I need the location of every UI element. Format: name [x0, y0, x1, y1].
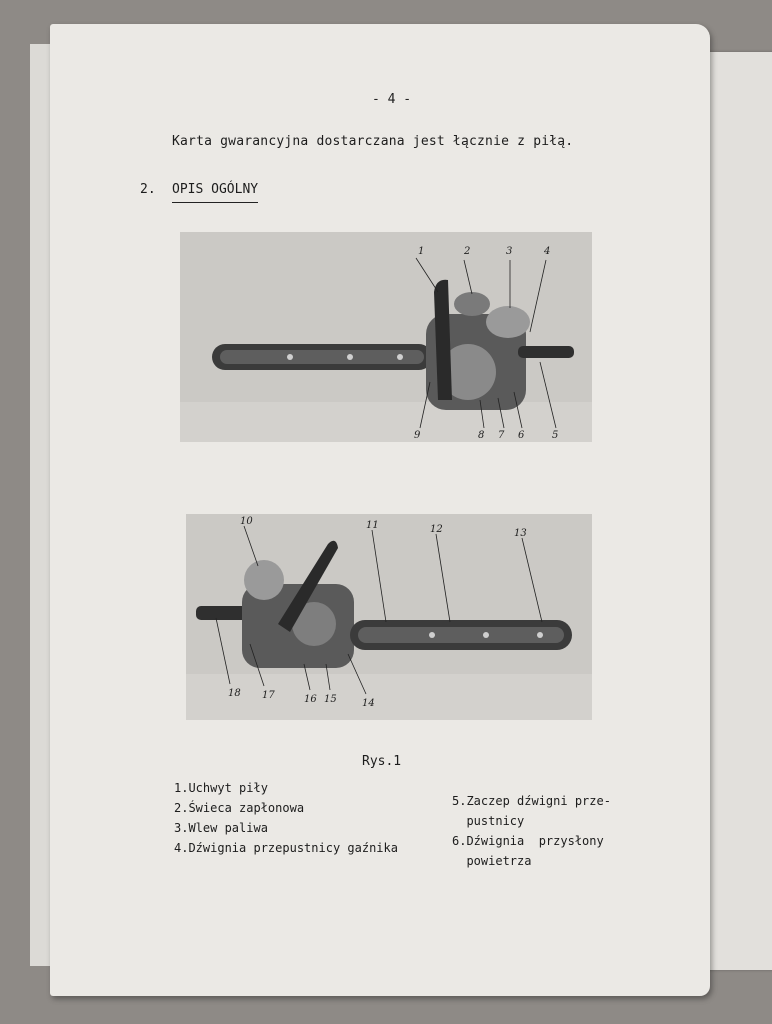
- callout-6: 6: [518, 430, 525, 441]
- legend-left: [174, 778, 398, 858]
- legend-item: 3.Wlew paliwa: [174, 821, 268, 835]
- callout-10: 10: [240, 516, 253, 527]
- legend-item: powietrza: [452, 854, 532, 868]
- document-page: [50, 24, 710, 996]
- callout-5: 5: [552, 430, 559, 441]
- legend-right: [452, 791, 611, 871]
- callout-16: 16: [304, 694, 317, 705]
- section-title: OPIS OGÓLNY: [172, 182, 258, 203]
- section-number: 2.: [140, 182, 156, 197]
- figure-caption: Rys.1: [362, 754, 402, 769]
- callout-8: 8: [478, 430, 485, 441]
- chainsaw-photo-opposite-view: [186, 514, 592, 720]
- legend-item: 6.Dźwignia przysłony: [452, 834, 604, 848]
- chainsaw-photo-side-view: [180, 232, 592, 442]
- callout-12: 12: [430, 524, 443, 535]
- callout-9: 9: [414, 430, 421, 441]
- legend-item: 2.Świeca zapłonowa: [174, 801, 305, 815]
- intro-text: Karta gwarancyjna dostarczana jest łącznie z piłą.: [172, 134, 574, 149]
- callout-4: 4: [544, 246, 551, 257]
- callout-1: 1: [418, 246, 425, 257]
- legend-item: 5.Zaczep dźwigni prze-: [452, 794, 611, 808]
- legend-item: pustnicy: [452, 814, 525, 828]
- callout-13: 13: [514, 528, 527, 539]
- callout-7: 7: [498, 430, 505, 441]
- callout-14: 14: [362, 698, 375, 709]
- chainsaw-illustration-bottom: [186, 514, 592, 720]
- callout-3: 3: [506, 246, 513, 257]
- page-number: - 4 -: [372, 92, 412, 107]
- legend-item: 4.Dźwignia przepustnicy gaźnika: [174, 841, 398, 855]
- callout-18: 18: [228, 688, 241, 699]
- callout-15: 15: [324, 694, 337, 705]
- legend-item: 1.Uchwyt piły: [174, 781, 268, 795]
- chainsaw-illustration-top: [180, 232, 592, 442]
- callout-2: 2: [464, 246, 471, 257]
- callout-11: 11: [366, 520, 379, 531]
- callout-17: 17: [262, 690, 275, 701]
